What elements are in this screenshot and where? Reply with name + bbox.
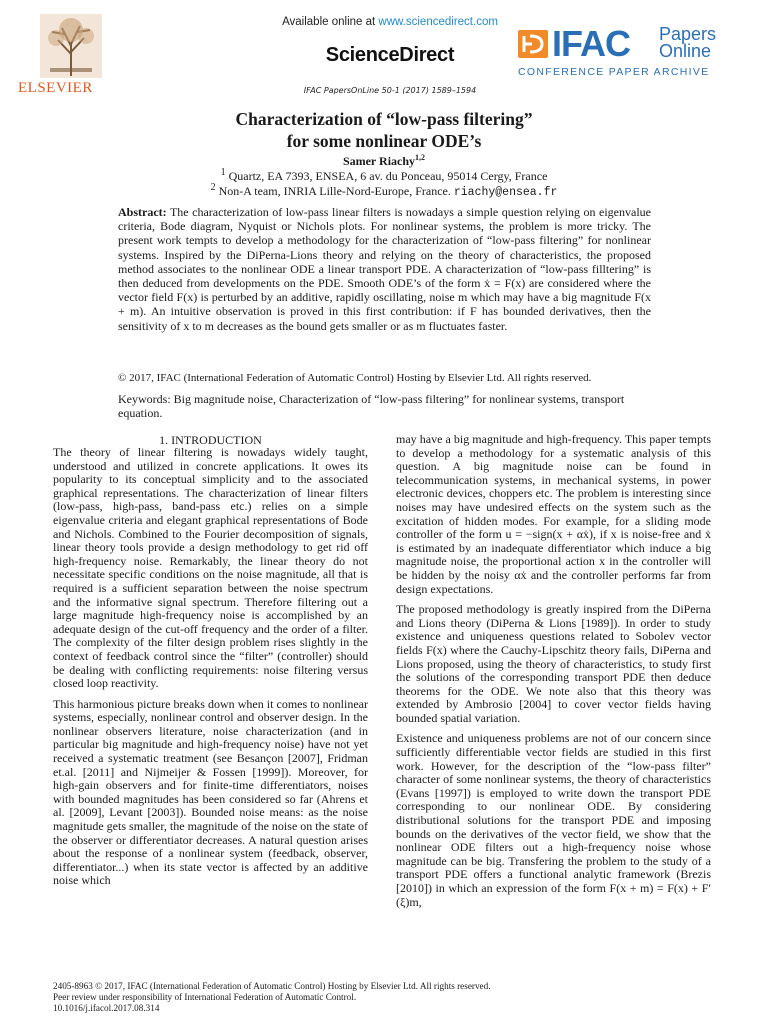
ifac-papers-online-logo bbox=[518, 23, 728, 82]
affiliation-1-text: Quartz, EA 7393, ENSEA, 6 av. du Ponceau, 95014 Cergy, France bbox=[228, 169, 548, 183]
footer bbox=[53, 981, 713, 1014]
conference-archive-text: CONFERENCE PAPER ARCHIVE bbox=[518, 66, 710, 78]
journal-reference: IFAC PapersOnLine 50-1 (2017) 1589–1594 bbox=[303, 86, 477, 95]
affiliation-2 bbox=[80, 182, 688, 199]
copyright-notice: © 2017, IFAC (International Federation of Automatic Control) Hosting by Elsevier Ltd. All rights reserved. bbox=[118, 372, 592, 384]
abstract bbox=[118, 205, 651, 333]
footer-issn-line: 2405-8963 © 2017, IFAC (International Federation of Automatic Control) Hosting by Elsevier Ltd. All rights reserved. bbox=[53, 981, 491, 991]
paragraph: may have a big magnitude and high-frequency. This paper tempts to develop a methodology for a systematic analysis of this question. A big magnitude noise can be found in telecommunication systems, in mechanical systems, in power electronic devices, choppers etc. The problem is interesting since noises may have undesired effects on the system such as the excitation of hidden modes. For example, for a sliding mode controller of the form u = −sign(x + αẋ), if x is noise-free and ẋ is estimated by an inadequate differentiator which induce a big magnitude noise, the proportional action x in the controller will be hidden by the noisy αẋ and the controller performs far from design expectations. bbox=[396, 432, 711, 596]
paragraph: This harmonious picture breaks down when it comes to nonlinear systems, especially, nonlinear control and observer design. In the nonlinear observers literature, noise characterization (and in particular big magnitude and high-frequency noise) have not yet received a systematic treatment (see Besançon [2007], Fridman et.al. [2011] and Nijmeijer & Fossen [1999]). Moreover, for high-gain observers and for finite-time differentiators, noises with bounded magnitudes has been considered so far (Ahrens et al. [2009], Levant [2003]). Bounded noise means: as the noise magnitude gets smaller, the magnitude of the noise on the state of the observer or differentiator decreases. A natural question arises about the response of a nonlinear system (feedback, observer, differentiator...) when its state vector is affected by an additive noise which bbox=[53, 696, 368, 888]
affiliation-2-sup: 2 bbox=[210, 182, 216, 193]
paper-title bbox=[80, 108, 688, 152]
available-prefix: Available online at bbox=[282, 16, 379, 28]
affiliation-2-text: Non-A team, INRIA Lille-Nord-Europe, France. bbox=[218, 184, 451, 198]
footer-peer-review-line: Peer review under responsibility of International Federation of Automatic Control. bbox=[53, 992, 357, 1002]
online-word: Online bbox=[659, 41, 712, 61]
elsevier-tree-icon bbox=[40, 14, 102, 78]
ifac-emblem-icon bbox=[518, 30, 548, 58]
author-email[interactable]: riachy@ensea.fr bbox=[453, 186, 558, 199]
abstract-text: The characterization of low-pass linear filters is nowadays a simple question relying on eigenvalue criteria, Bode diagram, Nyquist or Nichols plots. For nonlinear systems, the problem is more tricky. The present work tempts to develop a methodology for the characterization of “low-pass filtering” for nonlinear systems. Inspired by the DiPerna-Lions theory and relying on the theory of characteristics, the proposed method associates to the nonlinear ODE a linear transport PDE. A characterization of “low-pass filltering” is then deduced from developments on the PDE. Smooth ODE’s of the form ẋ = F(x) are considered where the vector field F(x) is perturbed by an additive, rapidly oscillating, noise m which may have a big magnitude F(x + m). An intuitive observation is proved in this first contribution: if F has bounded derivatives, then the sensitivity of x to m decreases as the bound gets smaller or as m fluctuates faster. bbox=[118, 205, 651, 333]
abstract-label: Abstract: bbox=[118, 205, 167, 219]
paragraph: The proposed methodology is greatly inspired from the DiPerna and Lions theory (DiPerna & Lions [1989]). In order to study existence and uniqueness questions related to Sobolev vector fields F(x) where the Cauchy-Lipschitz theory fails, DiPerna and Lions proposed, using the theory of characteristics, to study first the solutions of the corresponding transport PDE then deduce theorems for the ODE. We note also that this theory was extended by Ambrosio [2004] to cover vector fields having bounded spatial variation. bbox=[396, 602, 711, 725]
footer-doi[interactable]: 10.1016/j.ifacol.2017.08.314 bbox=[53, 1003, 160, 1013]
elsevier-wordmark: ELSEVIER bbox=[18, 80, 93, 96]
elsevier-logo bbox=[18, 14, 124, 96]
ifac-text: IFAC bbox=[552, 23, 631, 64]
right-column bbox=[396, 433, 711, 916]
left-column bbox=[53, 446, 368, 895]
section-heading-introduction: 1. INTRODUCTION bbox=[159, 433, 262, 447]
paragraph: The theory of linear filtering is nowadays widely taught, understood and utilized in concrete applications. It owes its popularity to its conceptual simplicity and to the associated graphical representations. The characterization of linear filters (low-pass, high-pass, band-pass etc.) relies on a simple eigenvalue criteria and elegant graphical representations of Bode and Nichols. Combined to the Fourier decomposition of signals, linear theory tools provide a design methodology to get rid off high-frequency noise. Remarkably, the linear theory do not necessitate specific conditions on the noise magnitude, all that is required is a sufficient separation between the noise spectrum and the informative signal spectrum. Therefore filtering out a large magnitude high-frequency noise is accomplished by an adequate design of the cut-off frequency and the order of a filter. The complexity of the filter design problem rises slightly in the context of feedback control since the “filter” (controller) should be dealing with conflicting requirements: noise filtering versus closed loop reactivity. bbox=[53, 445, 368, 691]
sciencedirect-wordmark: ScienceDirect bbox=[325, 44, 455, 66]
sciencedirect-link[interactable]: www.sciencedirect.com bbox=[378, 16, 498, 28]
title-line-1: Characterization of “low-pass filtering” bbox=[235, 109, 533, 129]
title-line-2: for some nonlinear ODE’s bbox=[286, 131, 482, 151]
papers-online-text bbox=[659, 26, 716, 60]
papers-word: Papers bbox=[659, 24, 717, 44]
keywords: Keywords: Big magnitude noise, Characterization of “low-pass filtering” for nonlinear systems, transport equation. bbox=[118, 392, 625, 421]
author-text: Samer Riachy bbox=[342, 154, 416, 168]
author-superscript: 1,2 bbox=[415, 153, 426, 162]
paragraph: Existence and uniqueness problems are not of our concern since sufficiently differentiable vector fields are studied in this first work. However, for the description of the “low-pass filter” character of some nonlinear systems, the theory of characteristics (Evans [1997]) is employed to write down the transport PDE corresponding to our nonlinear ODE. By considering distributional solutions for the transport PDE and imposing bounds on the derivatives of the vector field, we show that the nonlinear ODE filters out a high-frequency noise whose magnitude can be big. Transfering the problem to the study of a transport PDE offers a functional analytic framework (Brezis [2010]) in which an expression of the form F(x + m) = F(x) + F′(ξ)m, bbox=[396, 731, 711, 909]
affiliation-1-sup: 1 bbox=[220, 167, 226, 178]
